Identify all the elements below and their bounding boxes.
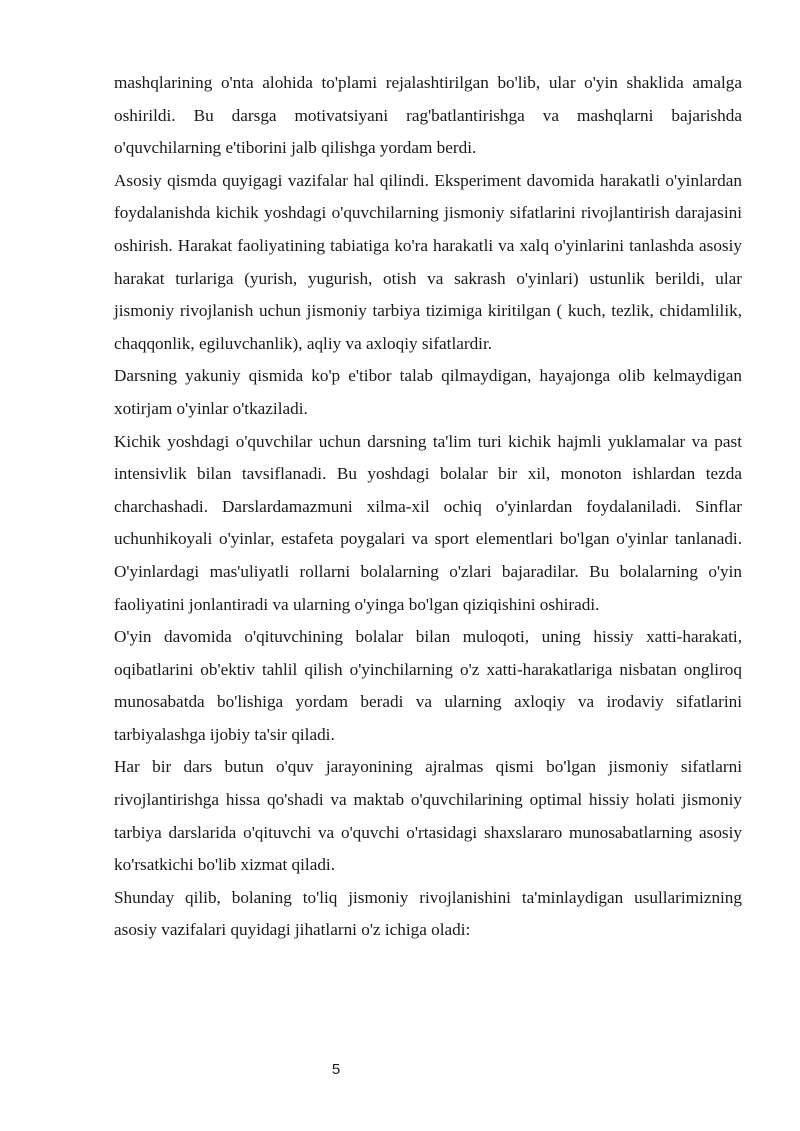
paragraph-6: Har bir dars butun o'quv jarayonining ajralmas qismi bo'lgan jismoniy sifatlarni rivojlantirishga hissa qo'shadi va maktab o'quvchilarining optimal hissiy holati jismoniy tarbiya darslarida o'qituvchi va o'quvchi o'rtasidagi shaxslararo munosabatlarning asosiy ko'rsatkichi bo'lib xizmat qiladi. — [114, 757, 742, 875]
paragraph-7: Shunday qilib, bolaning to'liq jismoniy rivojlanishini ta'minlaydigan usullarimizning asosiy vazifalari quyidagi jihatlarni o'z ichiga oladi: — [114, 887, 742, 940]
paragraph-4: Kichik yoshdagi o'quvchilar uchun darsning ta'lim turi kichik hajmli yuklamalar va past intensivlik bilan tavsiflanadi. Bu yoshdagi bolalar bir xil, monoton ishlardan tezda charchashadi. Darslardamazmuni xilma-xil ochiq o'yinlardan foydalaniladi. Sinflar uchunhikoyali o'yinlar, estafeta poygalari va sport elementlari bo'lgan o'yinlar tanlanadi. O'yinlardagi mas'uliyatli rollarni bolalarning o'zlari bajaradilar. Bu bolalarning o'yin faoliyatini jonlantiradi va ularning o'yinga bo'lgan qiziqishini oshiradi. — [114, 431, 742, 614]
paragraph-5: O'yin davomida o'qituvchining bolalar bilan muloqoti, uning hissiy xatti-harakati, oqibatlarini ob'ektiv tahlil qilish o'yinchilarning o'z xatti-harakatlariga nisbatan ongliroq munosabatda bo'lishiga yordam beradi va ularning axloqiy va irodaviy sifatlarini tarbiyalashga ijobiy ta'sir qiladi. — [114, 627, 742, 744]
body-text — [114, 67, 742, 947]
paragraph-2: Asosiy qismda quyigagi vazifalar hal qilindi. Eksperiment davomida harakatli o'yinlardan foydalanishda kichik yoshdagi o'quvchilarning jismoniy sifatlarini rivojlantirish darajasini oshirish. Harakat faoliyatining tabiatiga ko'ra harakatli va xalq o'yinlarini tanlashda asosiy harakat turlariga (yurish, yugurish, otish va sakrash o'yinlari) ustunlik berildi, ular jismoniy rivojlanish uchun jismoniy tarbiya tizimiga kiritilgan ( kuch, tezlik, chidamlilik, chaqqonlik, egiluvchanlik), aqliy va axloqiy sifatlardir. — [114, 170, 742, 353]
paragraph-3: Darsning yakuniy qismida ko'p e'tibor talab qilmaydigan, hayajonga olib kelmaydigan xotirjam o'yinlar o'tkaziladi. — [114, 366, 742, 418]
page-number: 5 — [331, 1061, 341, 1078]
paragraph-1: mashqlarining o'nta alohida to'plami rejalashtirilgan bo'lib, ular o'yin shaklida amalga oshirildi. Bu darsga motivatsiyani rag'batlantirishga va mashqlarni bajarishda o'quvchilarning e'tiborini jalb qilishga yordam berdi. — [114, 73, 742, 158]
